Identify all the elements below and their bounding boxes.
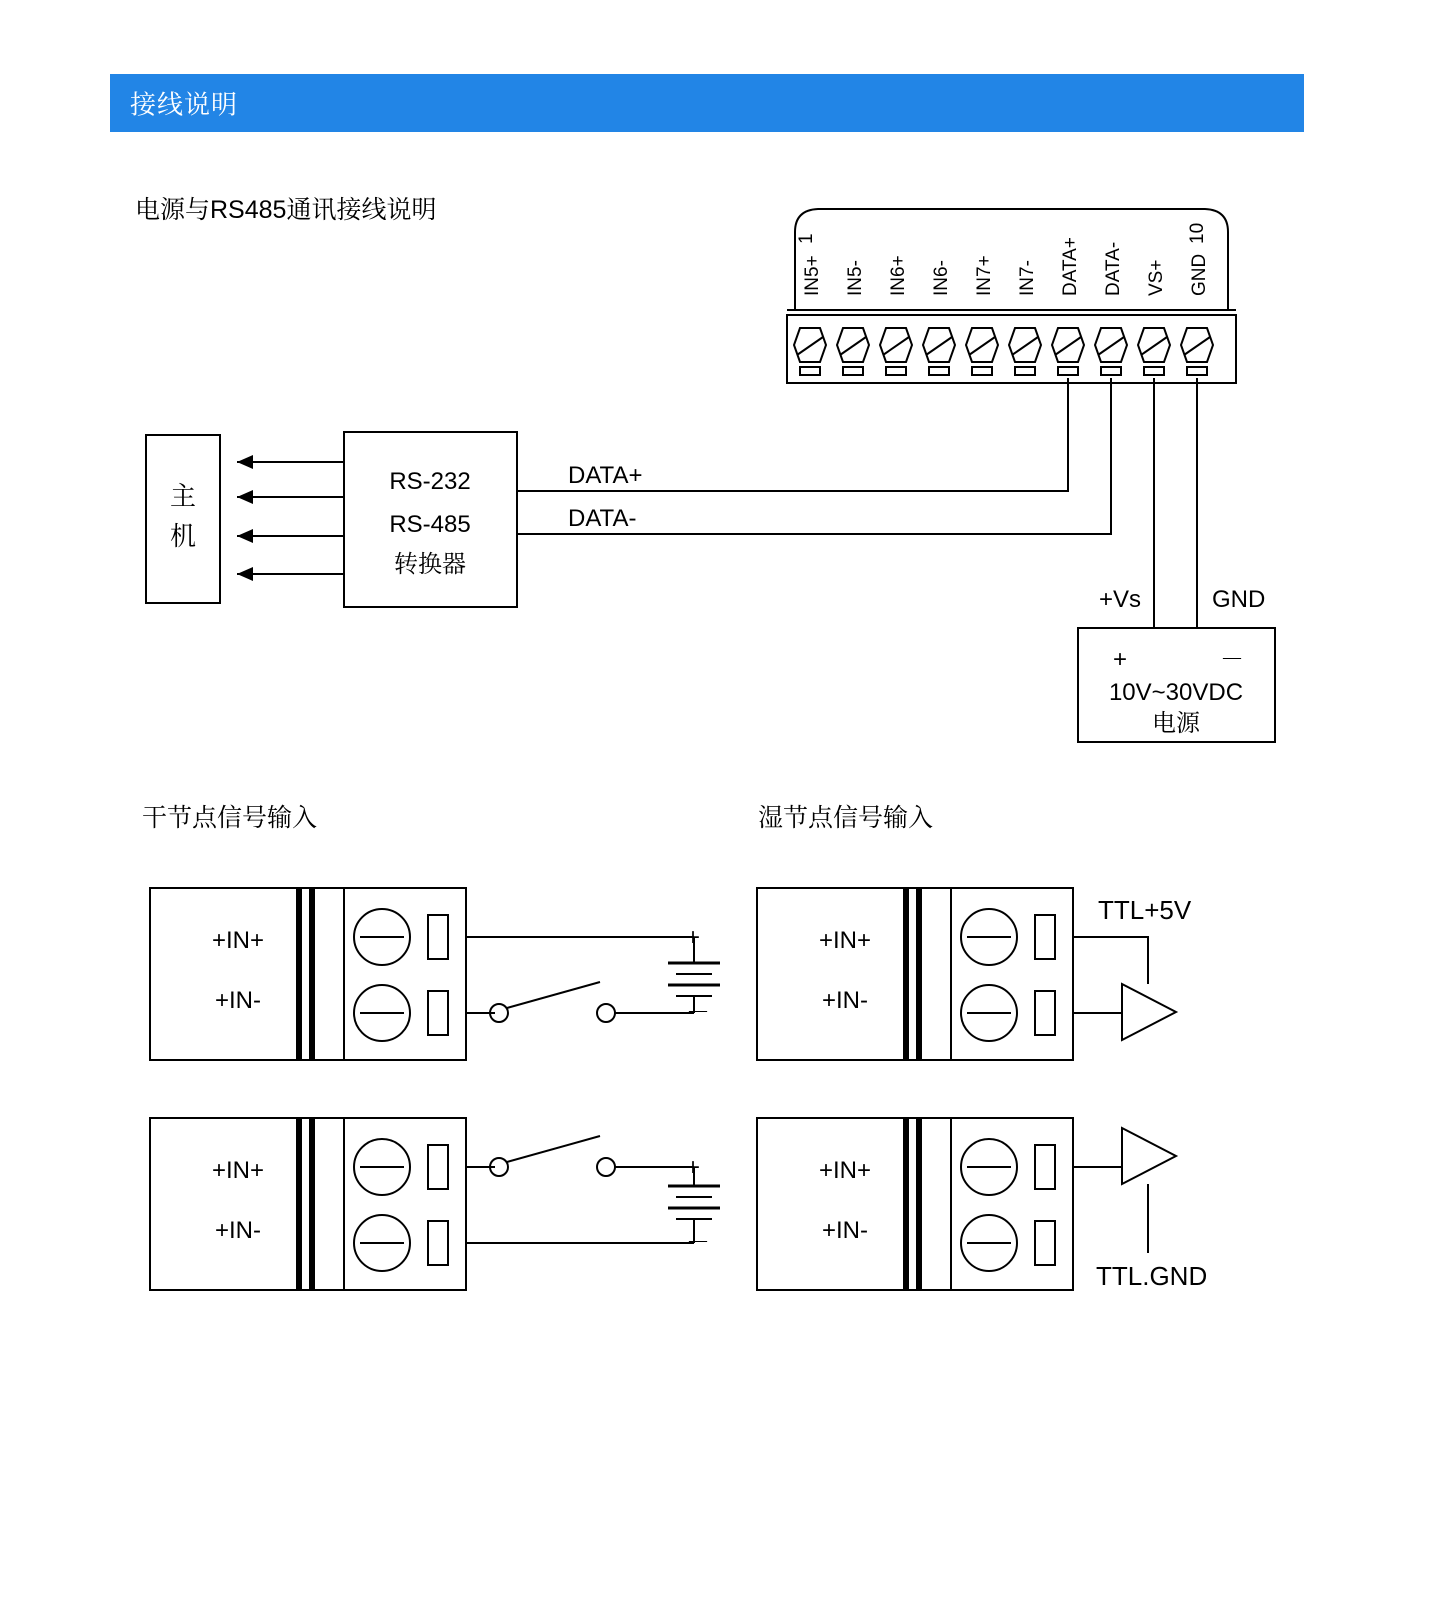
dry1-battery-minus: － <box>686 999 710 1026</box>
wet1-signal-label: TTL+5V <box>1098 895 1192 925</box>
power-supply-minus: － <box>1220 646 1244 673</box>
converter-label-line1: RS-232 <box>389 468 471 495</box>
wet-contact-block-2 <box>757 1118 1207 1291</box>
pin-label-1: IN5+ <box>802 255 823 296</box>
pin-label-9: VS+ <box>1146 259 1167 296</box>
converter-label-line2: RS-485 <box>389 511 471 538</box>
vs-plus-label: +Vs <box>1099 586 1142 613</box>
data-minus-wire-label: DATA- <box>568 505 637 532</box>
rs-converter <box>344 432 517 607</box>
host-device <box>146 435 220 603</box>
host-converter-arrows <box>237 455 344 581</box>
vs-plus-wire <box>1099 378 1154 628</box>
main-section-caption: 电源与RS485通讯接线说明 <box>135 196 437 224</box>
wet-contact-caption: 湿节点信号输入 <box>758 804 934 832</box>
host-label-line2: 机 <box>169 521 197 551</box>
dry2-battery-plus: + <box>686 1154 701 1181</box>
pin-index-first: 1 <box>796 233 817 244</box>
gnd-wire <box>1197 378 1265 628</box>
dry-contact-block-2 <box>150 1118 720 1290</box>
pin-label-4: IN6- <box>931 260 952 296</box>
terminal-block <box>787 209 1236 383</box>
power-supply-plus: + <box>1112 646 1128 673</box>
pin-label-8: DATA- <box>1103 241 1124 296</box>
converter-label-line3: 转换器 <box>394 551 466 578</box>
power-supply-box <box>1078 628 1275 742</box>
data-minus-wire <box>517 378 1111 534</box>
pin-index-last: 10 <box>1187 222 1208 244</box>
gnd-label: GND <box>1212 586 1266 613</box>
dry2-battery-minus: － <box>686 1229 710 1256</box>
dry2-in-minus-label: +IN- <box>214 1217 262 1244</box>
pin-label-2: IN5- <box>845 260 866 296</box>
pin-label-3: IN6+ <box>888 255 909 296</box>
wet2-in-minus-label: +IN- <box>821 1217 869 1244</box>
dry-contact-block-1 <box>150 888 720 1060</box>
wet2-in-plus-label: +IN+ <box>818 1157 872 1184</box>
pin-label-5: IN7+ <box>974 255 995 296</box>
power-supply-range: 10V~30VDC <box>1108 679 1244 706</box>
data-plus-wire-label: DATA+ <box>568 462 643 489</box>
wet1-in-plus-label: +IN+ <box>818 927 872 954</box>
page-title: 接线说明 <box>130 89 239 120</box>
data-plus-wire <box>517 378 1068 491</box>
dry2-in-plus-label: +IN+ <box>211 1157 265 1184</box>
dry-contact-caption: 干节点信号输入 <box>142 804 318 832</box>
power-supply-label: 电源 <box>1152 710 1200 737</box>
pin-label-6: IN7- <box>1017 260 1038 296</box>
dry1-in-minus-label: +IN- <box>214 987 262 1014</box>
section-header-bar <box>110 74 1304 132</box>
terminal-screws <box>794 328 1213 375</box>
host-label-line1: 主 <box>169 481 197 511</box>
dry1-in-plus-label: +IN+ <box>211 927 265 954</box>
dry1-battery-plus: + <box>686 924 701 951</box>
wet-contact-block-1 <box>757 888 1192 1060</box>
pin-label-7: DATA+ <box>1060 237 1081 296</box>
pin-label-10: GND <box>1189 253 1210 296</box>
wet2-signal-label: TTL.GND <box>1096 1261 1208 1291</box>
wet1-in-minus-label: +IN- <box>821 987 869 1014</box>
